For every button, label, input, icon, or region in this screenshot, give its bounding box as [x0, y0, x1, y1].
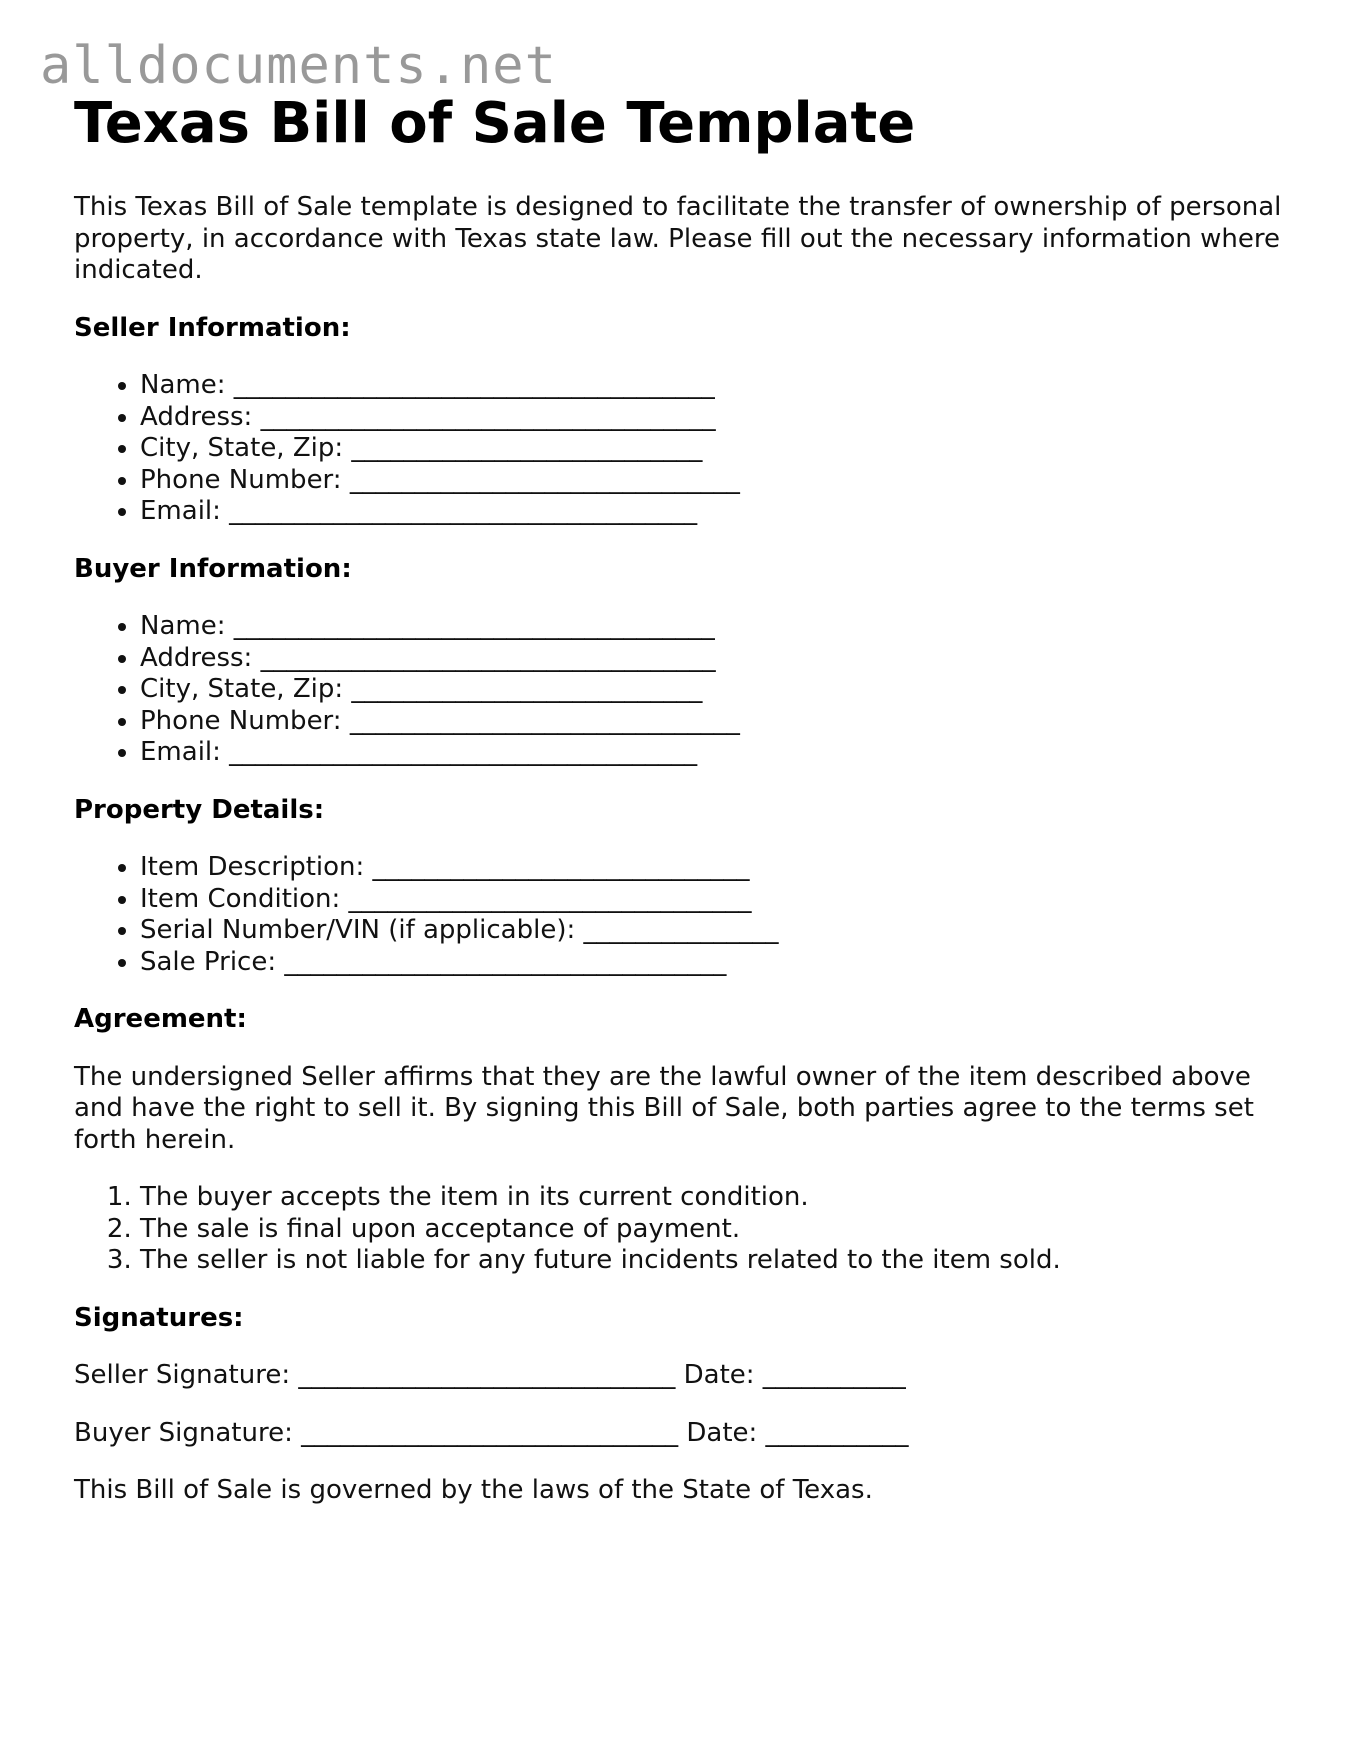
- seller-list: [74, 370, 1294, 528]
- seller-address-field: • Address: ___________________________________: [140, 402, 1294, 434]
- buyer-signature-line: Buyer Signature: _____________________________ Date: ___________: [74, 1417, 909, 1448]
- buyer-phone-field: • Phone Number: ______________________________: [140, 706, 1294, 738]
- document-page: [74, 92, 1294, 1533]
- seller-city-state-zip-field: • City, State, Zip: ___________________________: [140, 433, 1294, 465]
- serial-number-field: • Serial Number/VIN (if applicable): _______________: [140, 915, 1294, 947]
- agreement-terms-list: [74, 1182, 1294, 1277]
- buyer-heading: Buyer Information:: [74, 553, 352, 584]
- item-description-field: • Item Description: _____________________________: [140, 852, 1294, 884]
- agreement-paragraph: The undersigned Seller affirms that they are the lawful owner of the item described above and have the right to sell it. By signing this Bill of Sale, both parties agree to the terms set forth herein.: [74, 1061, 1254, 1155]
- buyer-email-field: • Email: ____________________________________: [140, 737, 1294, 769]
- agreement-term: 1. The buyer accepts the item in its current condition.: [140, 1182, 1294, 1214]
- governing-law-statement: This Bill of Sale is governed by the laws of the State of Texas.: [74, 1475, 873, 1506]
- property-heading: Property Details:: [74, 794, 325, 825]
- property-list: [74, 852, 1294, 978]
- agreement-term: 2. The sale is final upon acceptance of payment.: [140, 1214, 1294, 1246]
- seller-phone-field: • Phone Number: ______________________________: [140, 465, 1294, 497]
- agreement-heading: Agreement:: [74, 1004, 247, 1035]
- buyer-list: [74, 611, 1294, 769]
- item-condition-field: • Item Condition: _______________________________: [140, 884, 1294, 916]
- page-title: Texas Bill of Sale Template: [74, 91, 916, 156]
- signatures-heading: Signatures:: [74, 1302, 244, 1333]
- intro-paragraph: This Texas Bill of Sale template is designed to facilitate the transfer of ownership of personal property, in accordance with Texas state law. Please fill out the necessary information where indicated.: [74, 192, 1282, 286]
- buyer-city-state-zip-field: • City, State, Zip: ___________________________: [140, 674, 1294, 706]
- buyer-address-field: • Address: ___________________________________: [140, 643, 1294, 675]
- seller-signature-line: Seller Signature: _____________________________ Date: ___________: [74, 1360, 906, 1391]
- agreement-term: 3. The seller is not liable for any future incidents related to the item sold.: [140, 1245, 1294, 1277]
- watermark: alldocuments.net: [40, 36, 557, 96]
- seller-heading: Seller Information:: [74, 312, 351, 343]
- seller-email-field: • Email: ____________________________________: [140, 496, 1294, 528]
- buyer-name-field: • Name: _____________________________________: [140, 611, 1294, 643]
- seller-name-field: • Name: _____________________________________: [140, 370, 1294, 402]
- sale-price-field: • Sale Price: __________________________________: [140, 947, 1294, 979]
